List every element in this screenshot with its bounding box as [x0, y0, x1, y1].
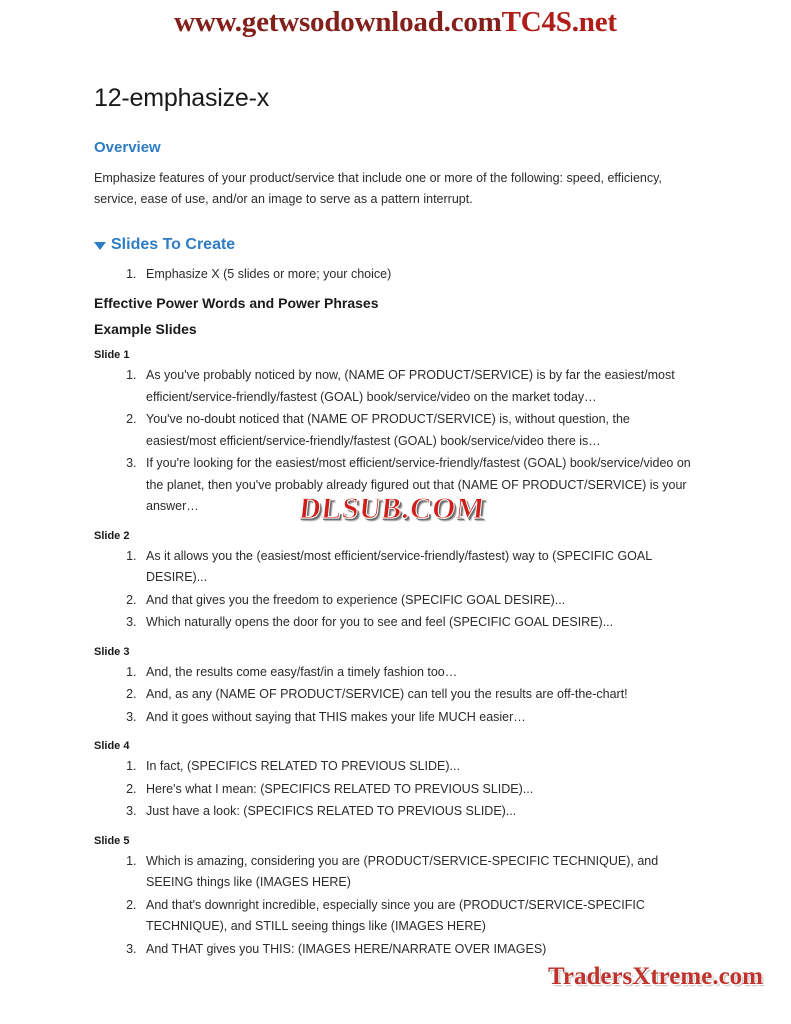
power-words-heading: Effective Power Words and Power Phrases: [94, 295, 379, 311]
slide-label-3: Slide 3: [94, 645, 130, 658]
list-item: 1. Which is amazing, considering you are (PRODUCT/SERVICE-SPECIFIC TECHNIQUE), and SEEING things like (IMAGES HERE): [140, 851, 694, 894]
watermark-bottom: TradersXtreme.com: [548, 963, 763, 990]
list-item: 2. Here's what I mean: (SPECIFICS RELATED TO PREVIOUS SLIDE)...: [140, 779, 694, 801]
overview-paragraph: Emphasize features of your product/service that include one or more of the following: speed, efficiency, service, ease of use, and/or an image to serve as a pattern interrupt.: [94, 171, 662, 206]
watermark-top-left-text: www.getwsodownload.com: [174, 6, 502, 38]
list-item: 3. Which naturally opens the door for you to see and feel (SPECIFIC GOAL DESIRE)...: [140, 612, 694, 634]
list-item: 2. You've no-doubt noticed that (NAME OF PRODUCT/SERVICE) is, without question, the easiest/most efficient/service-friendly/fastest (GOAL) book/service/video there is…: [140, 409, 694, 452]
list-item: 3. And THAT gives you THIS: (IMAGES HERE/NARRATE OVER IMAGES): [140, 939, 694, 961]
slide-list-5: [94, 851, 694, 961]
list-item: 3. And it goes without saying that THIS makes your life MUCH easier…: [140, 707, 694, 729]
watermark-middle: DLSUB.COM: [297, 492, 487, 525]
watermark-top: [0, 6, 791, 39]
list-item: 1. As it allows you the (easiest/most efficient/service-friendly/fastest) way to (SPECIFIC GOAL DESIRE)...: [140, 546, 694, 589]
chevron-down-icon[interactable]: [94, 242, 106, 250]
list-item: 1. As you've probably noticed by now, (NAME OF PRODUCT/SERVICE) is by far the easiest/most efficient/service-friendly/fastest (GOAL) book/service/video on the market today…: [140, 365, 694, 408]
slides-to-create-heading[interactable]: [94, 236, 694, 254]
slide-list-2: [94, 546, 694, 634]
list-item: 1. In fact, (SPECIFICS RELATED TO PREVIOUS SLIDE)...: [140, 756, 694, 778]
list-item: 3. Just have a look: (SPECIFICS RELATED TO PREVIOUS SLIDE)...: [140, 801, 694, 823]
slides-to-create-label: Slides To Create: [111, 236, 236, 253]
list-item: 1. And, the results come easy/fast/in a timely fashion too…: [140, 662, 694, 684]
list-item: 2. And, as any (NAME OF PRODUCT/SERVICE) can tell you the results are off-the-chart!: [140, 684, 694, 706]
slide-list-3: [94, 662, 694, 729]
list-item: 2. And that's downright incredible, especially since you are (PRODUCT/SERVICE-SPECIFIC TECHNIQUE), and STILL seeing things like (IMAGES HERE): [140, 895, 694, 938]
watermark-top-right-text: TC4S.net: [501, 6, 617, 38]
example-slides-heading: Example Slides: [94, 321, 197, 337]
slide-label-1: Slide 1: [94, 349, 130, 361]
slide-label-5: Slide 5: [94, 834, 130, 847]
list-item: 2. And that gives you the freedom to experience (SPECIFIC GOAL DESIRE)...: [140, 590, 694, 612]
list-item: 1. Emphasize X (5 slides or more; your choice): [140, 264, 694, 285]
slides-to-create-list: [94, 264, 694, 285]
page-title: 12-emphasize-x: [94, 84, 270, 112]
slide-label-2: Slide 2: [94, 529, 130, 542]
slide-label-4: Slide 4: [94, 740, 130, 752]
list-item: 3. If you're looking for the easiest/most efficient/service-friendly/fastest (GOAL) book/service/video on the planet, then you've probably already figured out that (NAME OF PRODUCT/SERVICE) is your answer…: [140, 453, 694, 518]
slide-list-4: [94, 756, 694, 823]
overview-heading: Overview: [94, 139, 161, 156]
